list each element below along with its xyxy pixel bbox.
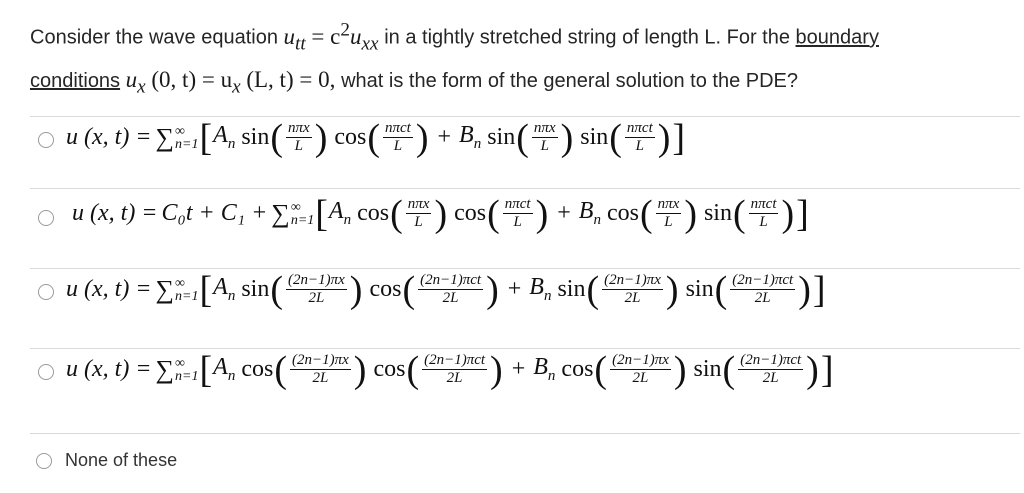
- divider: [30, 188, 1020, 189]
- summation-lower: n=1: [175, 136, 199, 152]
- paren-open: (: [487, 192, 500, 235]
- paren-close: ): [560, 116, 574, 159]
- trig-function: sin: [580, 124, 609, 150]
- summation-upper: ∞: [175, 355, 186, 371]
- fraction: [503, 196, 533, 231]
- paren-close: ): [781, 192, 795, 235]
- summation-upper: ∞: [290, 199, 301, 215]
- trig-function: sin: [557, 276, 586, 302]
- plus-sign: +: [511, 356, 526, 382]
- fraction: [406, 196, 432, 231]
- fraction-denominator: 2L: [624, 290, 641, 306]
- fraction-denominator: 2L: [442, 290, 459, 306]
- paren-open: (: [367, 116, 380, 159]
- trig-term: [561, 348, 687, 391]
- option-2[interactable]: [30, 190, 1020, 250]
- option-formula: [66, 268, 827, 311]
- paren-open: (: [516, 116, 529, 159]
- radio-button[interactable]: [38, 364, 54, 380]
- coefficient-a: $A_n$: [213, 354, 236, 384]
- coefficient-index: n: [227, 287, 236, 304]
- divider: [30, 348, 1020, 349]
- paren-open: (: [586, 268, 600, 311]
- fraction: [656, 196, 682, 231]
- fraction-numerator: (2n−1)πct: [424, 352, 486, 368]
- question-intro: Consider the wave equation: [30, 26, 278, 49]
- option-formula: [72, 192, 810, 235]
- trig-function: cos: [561, 356, 594, 382]
- paren-open: (: [270, 116, 283, 159]
- option-1[interactable]: [30, 118, 1020, 178]
- summation-limits: [175, 357, 198, 383]
- trig-function: cos: [606, 200, 639, 226]
- bracket-open: [: [199, 116, 213, 159]
- coefficient-index: n: [343, 211, 352, 228]
- fraction: [625, 120, 655, 155]
- option-3[interactable]: [30, 270, 1020, 330]
- paren-close: ): [353, 348, 367, 391]
- fraction: [738, 352, 803, 387]
- paren-open: (: [609, 116, 622, 159]
- option-formula: [66, 116, 686, 159]
- paren-open: (: [406, 348, 420, 391]
- trig-function: sin: [487, 124, 516, 150]
- fraction-numerator: (2n−1)πx: [291, 352, 349, 368]
- sigma-symbol: ∑: [155, 122, 175, 152]
- coefficient-index: n: [227, 135, 236, 152]
- fraction-denominator: 2L: [312, 370, 329, 386]
- summation-limits: [175, 125, 198, 151]
- paren-close: ): [806, 348, 819, 391]
- wave-equation: $u_{tt} = c^2u_{xx}$: [283, 19, 379, 55]
- fraction-numerator: nπct: [385, 120, 411, 136]
- fraction-numerator: (2n−1)πx: [604, 272, 661, 288]
- fraction-denominator: 2L: [446, 370, 463, 386]
- formula-lhs: u (x, t) =: [66, 356, 152, 382]
- sigma-symbol: ∑: [271, 198, 290, 228]
- fraction-numerator: nπct: [504, 196, 531, 212]
- summation-upper: ∞: [175, 123, 186, 139]
- fraction: [286, 272, 347, 307]
- bracket-open: [: [199, 348, 213, 391]
- sigma-symbol: ∑: [155, 354, 175, 384]
- trig-function: sin: [241, 276, 270, 302]
- coefficient-index: n: [593, 211, 601, 228]
- trig-term: [685, 268, 812, 311]
- fraction-numerator: (2n−1)πx: [288, 272, 345, 288]
- paren-open: (: [594, 348, 608, 391]
- boundary-conditions: $u_x$ (0, $t) = u_x$ (L, t) = 0,: [125, 67, 336, 98]
- fraction-numerator: (2n−1)πct: [740, 352, 802, 368]
- bracket-open: [: [315, 192, 328, 235]
- summation-lower: n=1: [290, 212, 315, 228]
- coefficient-a: $A_n$: [213, 274, 236, 304]
- radio-button[interactable]: [38, 284, 54, 300]
- trig-function: cos: [373, 356, 406, 382]
- summation-lower: n=1: [175, 368, 199, 384]
- paren-open: (: [274, 348, 287, 391]
- option-none-label: None of these: [65, 450, 178, 470]
- fraction: [383, 120, 413, 155]
- fraction-denominator: L: [635, 138, 644, 154]
- trig-term: [373, 348, 503, 391]
- coefficient-b: $B_n$: [529, 274, 552, 304]
- trig-function: cos: [357, 200, 390, 226]
- trig-function: cos: [454, 200, 487, 226]
- fraction-numerator: nπct: [626, 120, 653, 136]
- paren-close: ): [673, 348, 687, 391]
- trig-term: [357, 192, 448, 235]
- fraction-denominator: L: [414, 214, 423, 230]
- fraction: [290, 352, 351, 387]
- coefficient-a: $A_n$: [213, 122, 236, 152]
- trig-term: [557, 268, 679, 311]
- sigma-symbol: ∑: [155, 274, 175, 304]
- plus-sign: +: [507, 276, 522, 302]
- coefficient-index: n: [473, 135, 482, 152]
- summation-limits: [175, 277, 198, 303]
- trig-function: cos: [369, 276, 402, 302]
- trig-term: [606, 192, 698, 235]
- fraction-denominator: 2L: [632, 370, 649, 386]
- fraction: [749, 196, 779, 231]
- paren-close: ): [490, 348, 503, 391]
- fraction-denominator: 2L: [308, 290, 325, 306]
- option-4[interactable]: [30, 350, 1020, 410]
- fraction: [610, 352, 671, 387]
- fraction-numerator: nπx: [288, 120, 310, 136]
- paren-close: ): [415, 116, 429, 159]
- radio-button[interactable]: [36, 453, 52, 469]
- fraction-numerator: nπx: [657, 196, 680, 212]
- paren-open: (: [639, 192, 653, 235]
- paren-open: (: [402, 268, 416, 311]
- paren-close: ): [314, 116, 328, 159]
- trig-term: [241, 348, 367, 391]
- bracket-open: [: [199, 268, 213, 311]
- coefficient-index: n: [547, 367, 556, 384]
- paren-close: ): [657, 116, 671, 159]
- fraction-denominator: L: [664, 214, 673, 230]
- fraction: [730, 272, 795, 307]
- coefficient-b: $B_n$: [578, 198, 601, 228]
- trig-term: [369, 268, 499, 311]
- paren-close: ): [486, 268, 499, 311]
- fraction-numerator: nπx: [407, 196, 430, 212]
- fraction: [532, 120, 558, 155]
- trig-function: cos: [241, 356, 274, 382]
- paren-open: (: [722, 348, 736, 391]
- bracket-close: ]: [672, 116, 686, 159]
- trig-term: [580, 116, 671, 159]
- fraction: [418, 272, 483, 307]
- formula-prefix: C₀t + C₁ +: [161, 200, 268, 226]
- paren-open: (: [732, 192, 746, 235]
- question-end: what is the form of the general solution to the PDE?: [341, 70, 799, 93]
- radio-button[interactable]: [38, 210, 54, 226]
- fraction: [286, 120, 312, 155]
- trig-function: sin: [703, 200, 732, 226]
- paren-close: ): [798, 268, 811, 311]
- fraction: [422, 352, 487, 387]
- fraction: [602, 272, 663, 307]
- paren-open: (: [270, 268, 283, 311]
- trig-function: sin: [241, 124, 270, 150]
- fraction-denominator: L: [294, 138, 304, 154]
- option-formula: [66, 348, 834, 391]
- summation: [156, 275, 199, 305]
- paren-open: (: [390, 192, 403, 235]
- conditions-link[interactable]: conditions: [30, 70, 121, 93]
- plus-sign: +: [557, 200, 571, 226]
- fraction-denominator: L: [540, 138, 549, 154]
- paren-open: (: [714, 268, 728, 311]
- fraction-numerator: (2n−1)πct: [732, 272, 794, 288]
- formula-lhs: u (x, t) =: [72, 200, 158, 226]
- trig-term: [241, 116, 328, 159]
- trig-term: [693, 348, 820, 391]
- trig-function: cos: [334, 124, 367, 150]
- paren-close: ): [349, 268, 363, 311]
- paren-close: ): [665, 268, 679, 311]
- trig-term: [487, 116, 574, 159]
- bracket-close: ]: [812, 268, 826, 311]
- fraction-numerator: (2n−1)πct: [420, 272, 482, 288]
- coefficient-index: n: [227, 367, 236, 384]
- trig-term: [334, 116, 429, 159]
- trig-function: sin: [693, 356, 722, 382]
- fraction-numerator: nπct: [750, 196, 777, 212]
- summation: [156, 355, 199, 385]
- fraction-denominator: L: [393, 138, 403, 154]
- trig-function: sin: [685, 276, 714, 302]
- fraction-numerator: (2n−1)πx: [612, 352, 669, 368]
- divider: [30, 268, 1020, 269]
- coefficient-b: $B_n$: [533, 354, 556, 384]
- trig-term: [241, 268, 363, 311]
- bracket-close: ]: [796, 192, 809, 235]
- fraction-denominator: L: [513, 214, 522, 230]
- summation-limits: [291, 201, 314, 227]
- question-middle: in a tightly stretched string of length L. For the: [384, 26, 790, 49]
- bracket-close: ]: [820, 348, 834, 391]
- fraction-denominator: 2L: [762, 370, 779, 386]
- coefficient-a: $A_n$: [328, 198, 352, 228]
- summation: [271, 199, 314, 229]
- option-none[interactable]: [30, 433, 1020, 488]
- fraction-numerator: nπx: [533, 120, 556, 136]
- trig-term: [703, 192, 795, 235]
- fraction-denominator: 2L: [754, 290, 771, 306]
- summation: [156, 123, 199, 153]
- summation-lower: n=1: [175, 288, 199, 304]
- radio-button[interactable]: [38, 132, 54, 148]
- boundary-link[interactable]: boundary: [795, 26, 879, 49]
- paren-close: ): [535, 192, 549, 235]
- fraction-denominator: L: [759, 214, 768, 230]
- coefficient-index: n: [543, 287, 552, 304]
- paren-close: ): [684, 192, 697, 235]
- question-text: [30, 12, 1010, 106]
- plus-sign: +: [437, 124, 452, 150]
- formula-lhs: u (x, t) =: [66, 124, 152, 150]
- formula-lhs: u (x, t) =: [66, 276, 152, 302]
- summation-upper: ∞: [175, 275, 186, 291]
- coefficient-b: $B_n$: [459, 122, 482, 152]
- trig-term: [454, 192, 549, 235]
- paren-close: ): [434, 192, 448, 235]
